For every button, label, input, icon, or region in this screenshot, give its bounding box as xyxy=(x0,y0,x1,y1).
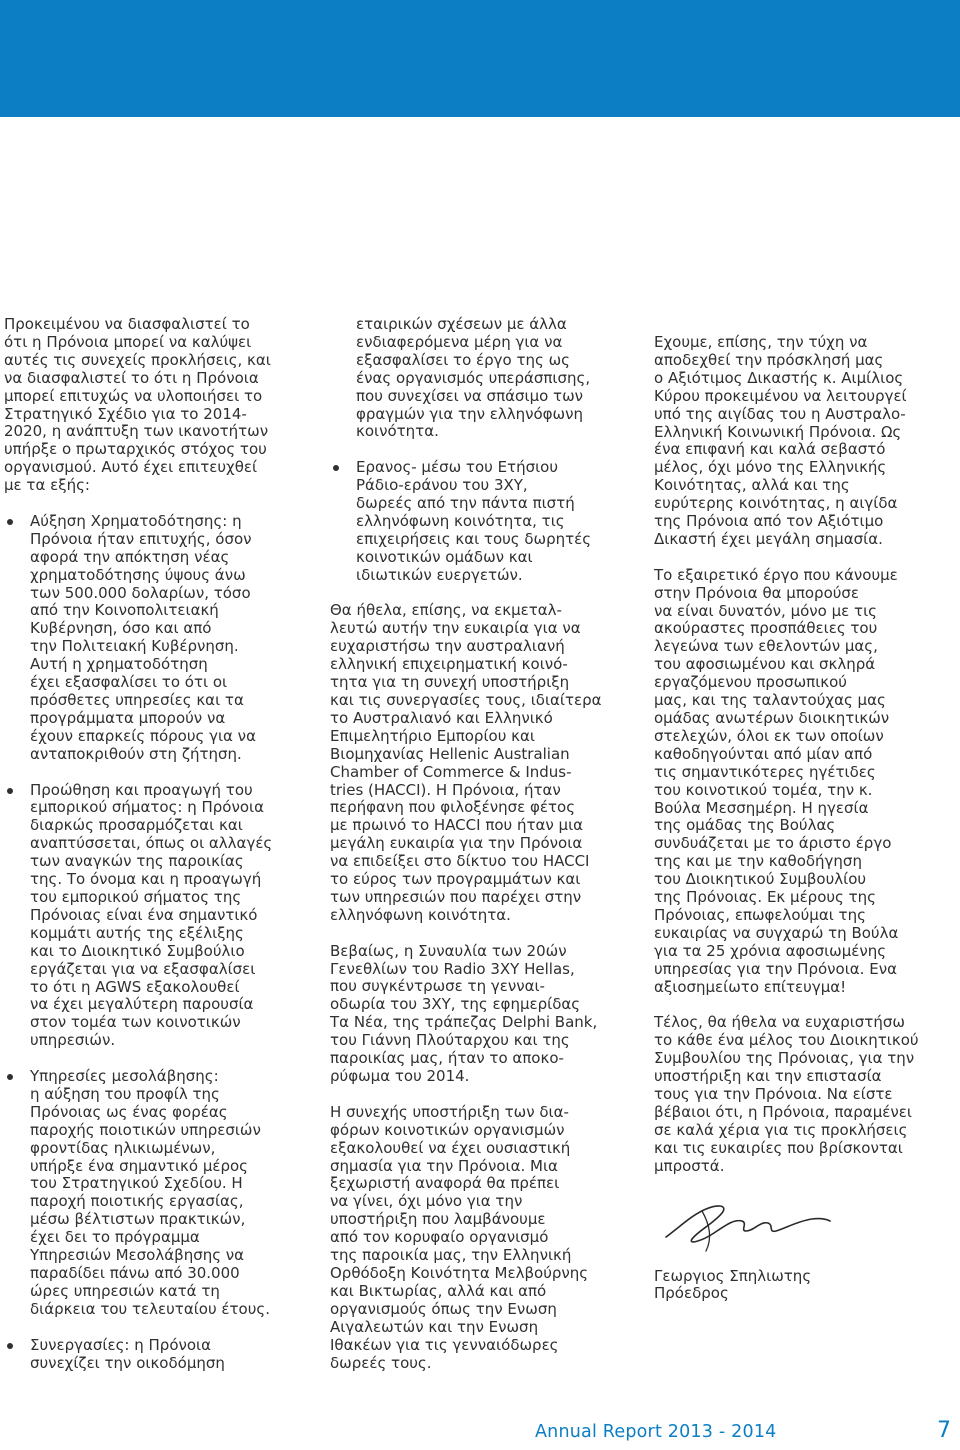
text-line: στην Πρόνοια θα μπορούσε xyxy=(654,583,860,602)
text-line: παροχής ποιοτικών υπηρεσιών xyxy=(30,1120,261,1139)
text-line: της Πρόνοιας. Εκ μέρους της xyxy=(654,888,876,907)
text-line: στον τομέα των κοινοτικών xyxy=(30,1013,241,1032)
text-line: παροχή ποιοτικής εργασίας, xyxy=(30,1192,244,1211)
bullet-mediation xyxy=(4,1068,297,1319)
text-line: λευτώ αυτήν την ευκαιρία για να xyxy=(330,619,581,638)
text-line: έχει εξασφαλίσει το ότι οι xyxy=(30,673,228,692)
text-line: ότι η Πρόνοια μπορεί να καλύψει xyxy=(4,332,252,351)
text-line: και τις ευκαιρίες που βρίσκονται xyxy=(654,1138,903,1157)
text-line: Υπηρεσίες μεσολάβησης: xyxy=(30,1067,219,1086)
text-line: οργανισμούς όπως την Ενωση xyxy=(330,1299,557,1318)
text-line: Εχουμε, επίσης, την τύχη να xyxy=(654,333,868,351)
text-line: Αιγαλεωτών και την Ενωση xyxy=(330,1317,539,1336)
paragraph-thanks xyxy=(654,1014,952,1175)
text-line: ελληνική επιχειρηματική κοινό- xyxy=(330,655,568,674)
text-line: συνδυάζεται με το άριστο έργο xyxy=(654,834,892,853)
text-line: Επιμελητήριο Εμπορίου και xyxy=(330,726,535,745)
text-line: του Διοικητικού Συμβουλίου xyxy=(654,870,867,889)
text-line: έχουν επαρκείς πόρους για να xyxy=(30,726,256,745)
text-line: Γενεθλίων του Radio 3XY Hellas, xyxy=(330,959,575,978)
text-line: του κοινοτικού τομέα, την κ. xyxy=(654,780,873,799)
text-line: Η συνεχής υποστήριξη των δια- xyxy=(330,1102,569,1121)
text-line: εμπορικού σήματος: η Πρόνοια xyxy=(30,798,264,817)
text-line: ευρύτερης κοινότητας, η αιγίδα xyxy=(654,494,898,513)
text-line: του εμπορικού σήματος της xyxy=(30,887,242,906)
signatory-name: Γεωργιος Σπηλιωτης xyxy=(654,1266,812,1285)
text-line: ρύφωμα του 2014. xyxy=(330,1067,470,1086)
text-line: λεγεώνα των εθελοντών μας, xyxy=(654,637,878,656)
text-line: για τα 25 χρόνια αφοσιωμένης xyxy=(654,941,887,960)
text-line: που συγκέντρωσε τη γενναι- xyxy=(330,977,545,996)
text-line: προγράμματα μπορούν να xyxy=(30,708,226,727)
text-line: πρόσθετες υπηρεσίες και τα xyxy=(30,691,244,710)
text-line: κοινότητα. xyxy=(356,422,439,441)
text-line: της. Το όνομα και η προαγωγή xyxy=(30,870,262,889)
text-line: Πρόνοιας, επωφελούμαι της xyxy=(654,905,866,924)
text-line: Ιθακέων για τις γενναιόδωρες xyxy=(330,1335,559,1354)
text-line: Τα Νέα, της τράπεζας Delphi Bank, xyxy=(330,1013,598,1032)
text-line: μπορεί επιτυχώς να υλοποιήσει το xyxy=(4,386,263,405)
bullet-partnerships xyxy=(4,1337,297,1373)
paragraph-volunteers-staff xyxy=(654,567,952,997)
text-line: συνεχίζει την οικοδόμηση xyxy=(30,1353,225,1372)
text-line: κοινοτικών ομάδων και xyxy=(356,547,533,566)
text-line: μας, και της ταλαντούχας μας xyxy=(654,691,886,710)
text-line: Αυτή η χρηματοδότηση xyxy=(30,655,208,674)
text-line: και το Διοικητικό Συμβούλιο xyxy=(30,941,245,960)
intro-paragraph xyxy=(4,316,297,495)
text-line: Ερανος- μέσω του Ετήσιου xyxy=(356,458,559,477)
text-line: να διασφαλιστεί το ότι η Πρόνοια xyxy=(4,368,259,387)
text-line: το κάθε ένα μέλος του Διοικητικού xyxy=(654,1031,919,1050)
text-line: Τέλος, θα ήθελα να ευχαριστήσω xyxy=(654,1013,905,1032)
text-line: καθοδηγούνται από μίαν από xyxy=(654,744,873,763)
text-line: η αύξηση του προφίλ της xyxy=(30,1084,220,1103)
text-line: ο Αξιότιμος Δικαστής κ. Αιμίλιος xyxy=(654,368,904,387)
report-title: Annual Report 2013 - 2014 xyxy=(535,1422,777,1442)
text-line: της και με την καθοδήγηση xyxy=(654,852,862,871)
text-line: με τα εξής: xyxy=(4,476,90,495)
text-line: τους για την Πρόνοια. Να είστε xyxy=(654,1085,893,1104)
text-line: Συνεργασίες: η Πρόνοια xyxy=(30,1335,212,1354)
paragraph-concert xyxy=(330,943,626,1086)
text-line: Ορθόδοξη Κοινότητα Μελβούρνης xyxy=(330,1263,589,1282)
text-line: ένας οργανισμός υπεράσπισης, xyxy=(356,368,591,387)
text-line: με πρωινό το HACCI που ήταν μια xyxy=(330,816,584,835)
text-line: ευχαριστήσω την αυστραλιανή xyxy=(330,637,565,656)
text-line: επιχειρήσεις και τους δωρητές xyxy=(356,529,592,548)
text-line: μεγάλη ευκαιρία για την Πρόνοια xyxy=(330,834,583,853)
text-line: φόρων κοινοτικών οργανισμών xyxy=(330,1120,565,1139)
text-line: δωρεές από την πάντα πιστή xyxy=(356,494,575,513)
text-line: Αύξηση Χρηματοδότησης: η xyxy=(30,511,242,530)
bullet-partnerships-continued xyxy=(330,316,626,441)
text-line: ελληνόφωνη κοινότητα. xyxy=(330,905,511,924)
text-line: οδωρία του 3XY, της εφημερίδας xyxy=(330,995,581,1014)
text-line: Το εξαιρετικό έργο που κάνουμε xyxy=(654,565,898,584)
text-line: Ελληνική Κοινωνική Πρόνοια. Ως xyxy=(654,422,902,441)
text-line: να επιδείξει στο δίκτυο του HACCI xyxy=(330,852,590,871)
text-line: Πρόνοια ήταν επιτυχής, όσον xyxy=(30,529,252,548)
paragraph-patron xyxy=(654,334,952,549)
text-line: ώρες υπηρεσιών κατά τη xyxy=(30,1281,220,1300)
text-line: Chamber of Commerce & Indus- xyxy=(330,762,572,781)
paragraph-community-organisations xyxy=(330,1104,626,1373)
text-line: δωρεές τους. xyxy=(330,1353,432,1372)
bullet-branding xyxy=(4,782,297,1051)
text-line: Βεβαίως, η Συναυλία των 20ών xyxy=(330,941,567,960)
text-line: αξιοσημείωτο επίτευγμα! xyxy=(654,977,847,996)
text-line: του Στρατηγικού Σχεδίου. Η xyxy=(30,1174,243,1193)
text-line: μέλος, όχι μόνο της Ελληνικής xyxy=(654,458,887,477)
text-line: ιδιωτικών ευεργετών. xyxy=(356,565,523,584)
text-line: αυτές τις συνεχείς προκλήσεις, και xyxy=(4,350,271,369)
text-line: του αφοσιωμένου και σκληρά xyxy=(654,655,876,674)
text-line: το Αυστραλιανό και Ελληνικό xyxy=(330,708,553,727)
text-line: να γίνει, όχι μόνο για την xyxy=(330,1192,523,1211)
text-line: το ότι η AGWS εξακολουθεί xyxy=(30,977,240,996)
text-line: να έχει μεγαλύτερη παρουσία xyxy=(30,995,254,1014)
text-line: των 500.000 δολαρίων, τόσο xyxy=(30,583,251,602)
text-line: παραδίδει πάνω από 30.000 xyxy=(30,1263,240,1282)
text-line: περήφανη που φιλοξένησε φέτος xyxy=(330,798,576,817)
text-line: Συμβουλίου της Πρόνοιας, για την xyxy=(654,1049,915,1068)
text-line: Στρατηγικό Σχέδιο για το 2014- xyxy=(4,404,247,423)
text-line: παροικίας μας, ήταν το αποκο- xyxy=(330,1049,564,1068)
text-line: ενδιαφερόμενα μέρη για να xyxy=(356,332,563,351)
text-line: και Βικτωρίας, αλλά και από xyxy=(330,1281,547,1300)
text-line: βέβαιοι ότι, η Πρόνοια, παραμένει xyxy=(654,1102,912,1121)
text-line: των υπηρεσιών που παρέχει στην xyxy=(330,887,582,906)
text-line: υπήρξε ο πρωταρχικός στόχος του xyxy=(4,440,267,459)
text-line: ελληνόφωνη κοινότητα, τις xyxy=(356,511,565,530)
page-number: 7 xyxy=(937,1418,951,1443)
text-line: ομάδας ανωτέρων διοικητικών xyxy=(654,709,890,728)
text-line: υπήρξε ένα σημαντικό μέρος xyxy=(30,1156,248,1175)
text-line: υπό της αιγίδας του η Αυστραλο- xyxy=(654,404,906,423)
text-line: κομμάτι αυτής της εξέλιξης xyxy=(30,923,244,942)
text-line: του Γιάννη Πλούταρχου και της xyxy=(330,1031,570,1050)
text-line: από τον κορυφαίο οργανισμό xyxy=(330,1228,549,1247)
text-line: μέσω βέλτιστων πρακτικών, xyxy=(30,1210,246,1229)
text-line: 2020, η ανάπτυξη των ικανοτήτων xyxy=(4,422,269,441)
text-line: εργαζόμενου προσωπικού xyxy=(654,673,847,692)
text-line: Βούλα Μεσσημέρη. Η ηγεσία xyxy=(654,798,869,817)
text-line: μπροστά. xyxy=(654,1156,725,1175)
text-line: ευκαιρίας να συγχαρώ τη Βούλα xyxy=(654,923,899,942)
text-line: έχει δει το πρόγραμμα xyxy=(30,1228,200,1247)
text-line: ένα επιφανή και καλά σεβαστό xyxy=(654,440,886,459)
text-line: από την Κοινοπολιτειακή xyxy=(30,601,219,620)
text-line: διαρκώς προσαρμόζεται και xyxy=(30,816,243,835)
text-line: Πρόνοιας είναι ένα σημαντικό xyxy=(30,905,258,924)
text-line: Υπηρεσιών Μεσολάβησης να xyxy=(30,1246,245,1265)
text-line: διάρκεια του τελευταίου έτους. xyxy=(30,1299,270,1318)
text-line: αφορά την απόκτηση νέας xyxy=(30,547,230,566)
signatory-title: Πρόεδρος xyxy=(654,1284,729,1303)
text-line: στελεχών, όλοι εκ των οποίων xyxy=(654,726,884,745)
text-line: αποδεχθεί την πρόσκλησή μας xyxy=(654,350,884,369)
paragraph-business-community xyxy=(330,602,626,924)
text-line: αναπτύσσεται, όπως οι αλλαγές xyxy=(30,834,273,853)
column-left xyxy=(4,316,297,1372)
text-line: Πρόνοιας ως ένας φορέας xyxy=(30,1102,228,1121)
column-middle xyxy=(330,316,626,1372)
text-line: σημασία για την Πρόνοια. Μια xyxy=(330,1156,558,1175)
text-line: Προκειμένου να διασφαλιστεί το xyxy=(4,315,250,333)
text-line: της ομάδας της Βούλας xyxy=(654,816,836,835)
text-line: το εύρος των προγραμμάτων και xyxy=(330,870,581,889)
text-line: ανταποκριθούν στη ζήτηση. xyxy=(30,744,242,763)
text-line: Κυβέρνηση, όσο και από xyxy=(30,619,212,638)
text-line: εργάζεται για να εξασφαλίσει xyxy=(30,959,256,978)
text-line: της παροικία μας, την Ελληνική xyxy=(330,1246,572,1265)
text-line: να είναι δυνατόν, μόνο με τις xyxy=(654,601,877,620)
text-line: την Πολιτειακή Κυβέρνηση. xyxy=(30,637,239,656)
text-line: της Πρόνοια από τον Αξιότιμο xyxy=(654,512,884,531)
text-line: οργανισμού. Αυτό έχει επιτευχθεί xyxy=(4,458,258,477)
text-line: υποστήριξη που λαμβάνουμε xyxy=(330,1210,546,1229)
handwritten-signature xyxy=(662,1195,832,1255)
text-line: Προώθηση και προαγωγή του xyxy=(30,780,253,799)
text-line: χρηματοδότησης ύψους άνω xyxy=(30,565,246,584)
text-line: φραγμών για την ελληνόφωνη xyxy=(356,404,583,423)
text-line: των αναγκών της παροικίας xyxy=(30,852,244,871)
text-line: υποστήριξη και την επιστασία xyxy=(654,1067,882,1086)
column-right xyxy=(654,334,952,1303)
text-line: και τις συνεργασίες τους, ιδιαίτερα xyxy=(330,691,602,709)
text-line: Βιομηχανίας Hellenic Australian xyxy=(330,744,570,763)
bullet-radiothon xyxy=(330,459,626,584)
text-line: ακούραστες προσπάθειες του xyxy=(654,619,878,638)
bullet-funding xyxy=(4,513,297,764)
text-line: Δικαστή έχει μεγάλη σημασία. xyxy=(654,529,883,548)
text-line: σε καλά χέρια για τις προκλήσεις xyxy=(654,1120,908,1139)
text-line: Ράδιο-εράνου του 3XY, xyxy=(356,476,528,495)
text-line: tries (HACCI). Η Πρόνοια, ήταν xyxy=(330,780,561,799)
text-line: εξακολουθεί να έχει ουσιαστική xyxy=(330,1138,571,1157)
text-line: εξασφαλίσει το έργο της ως xyxy=(356,350,570,369)
text-line: υπηρεσιών. xyxy=(30,1031,116,1050)
text-line: υπηρεσίας για την Πρόνοια. Ενα xyxy=(654,959,897,978)
text-line: που συνεχίσει να σπάσιμο των xyxy=(356,386,584,405)
text-line: ξεχωριστή αναφορά θα πρέπει xyxy=(330,1174,560,1193)
text-line: τις σημαντικότερες ηγέτιδες xyxy=(654,762,876,781)
text-line: φροντίδας ηλικιωμένων, xyxy=(30,1138,216,1157)
text-line: εταιρικών σχέσεων με άλλα xyxy=(356,315,567,333)
text-line: Κοινότητας, αλλά και της xyxy=(654,476,850,495)
text-line: Θα ήθελα, επίσης, να εκμεταλ- xyxy=(330,601,562,620)
header-band xyxy=(0,0,960,117)
text-line: Κύρου προκειμένου να λειτουργεί xyxy=(654,386,907,405)
text-line: τητα για τη συνεχή υποστήριξη xyxy=(330,673,570,692)
